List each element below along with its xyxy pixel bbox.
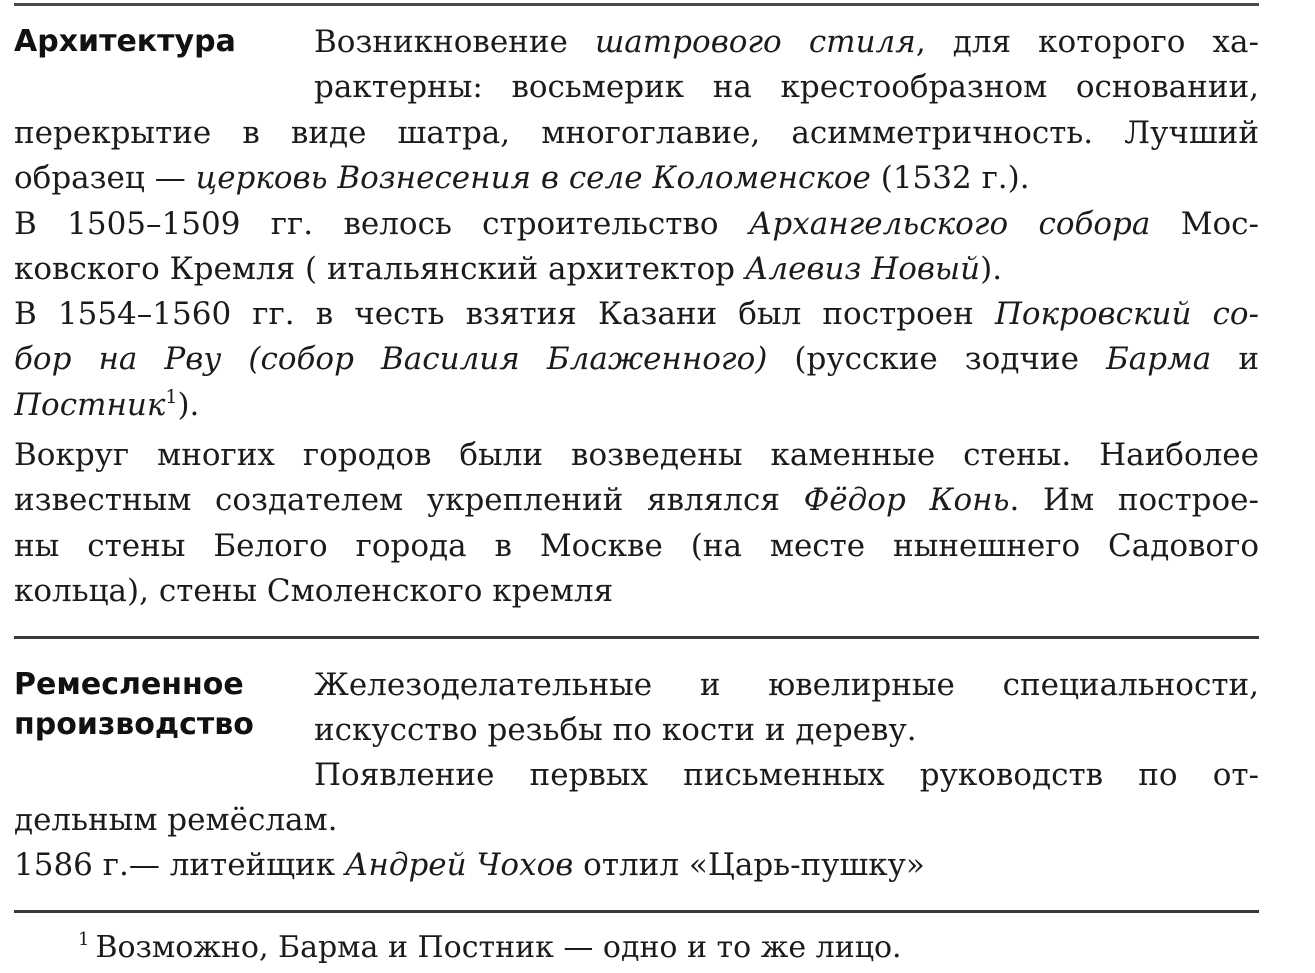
text-run: Возникновение [314, 24, 595, 60]
footnote-divider [14, 910, 1259, 913]
italic-term: Покровский со- [994, 296, 1259, 332]
text-run: (русские зодчие [767, 341, 1106, 377]
section-label-crafts-line1: Ремесленное [14, 667, 244, 702]
section-divider [14, 636, 1259, 639]
italic-term: шатрового стиля [594, 24, 916, 60]
italic-term: Алевиз Новый [744, 251, 981, 287]
text-line [14, 204, 1259, 244]
italic-term: бор на Рву (собор Василия Блаженного) [14, 341, 768, 377]
text-line [314, 755, 1259, 795]
section-label-architecture: Архитектура [14, 24, 236, 59]
text-line [314, 665, 1259, 705]
footnote-text: Возможно, Барма и Постник — одно и то же лицо. [95, 930, 902, 965]
top-rule [14, 3, 1259, 6]
text-line [14, 571, 1259, 611]
text-run: Появление первых письменных руководств по от- [314, 757, 1259, 793]
text-line [14, 113, 1259, 153]
text-run: дельным ремёслам. [14, 802, 338, 838]
text-line [314, 22, 1259, 62]
text-run: 1586 г.— литейщик [14, 847, 345, 883]
text-line [14, 435, 1259, 475]
text-run: рактерны: восьмерик на крестообразном основании, [314, 69, 1259, 105]
text-run: кольца), стены Смоленского кремля [14, 573, 614, 609]
text-line [14, 158, 1259, 198]
text-run: образец — [14, 160, 196, 196]
text-run: ковского Кремля ( итальянский архитектор [14, 251, 745, 287]
italic-term: Постник [14, 387, 166, 423]
section-label-crafts-line2: производство [14, 707, 254, 742]
text-run: Вокруг многих городов были возведены каменные стены. Наиболее [14, 437, 1259, 473]
italic-term: Фёдор Конь [803, 482, 1010, 518]
text-run: Мос- [1150, 206, 1259, 242]
text-line [14, 385, 1259, 425]
text-line [14, 249, 1259, 289]
textbook-page [14, 0, 1259, 973]
text-run: В 1554–1560 гг. в честь взятия Казани был построен [14, 296, 995, 332]
text-line [14, 480, 1259, 520]
text-run: перекрытие в виде шатра, многоглавие, асимметричность. Лучший [14, 115, 1259, 151]
text-run: Железоделательные и ювелирные специальности, [314, 667, 1259, 703]
italic-term: церковь Вознесения в селе Коломенское [195, 160, 871, 196]
italic-term: Архангельского собора [748, 206, 1151, 242]
text-run: искусство резьбы по кости и дереву. [314, 712, 917, 748]
footnote-mark: 1 [78, 929, 90, 950]
italic-term: Барма [1105, 341, 1212, 377]
text-run: отлил «Царь-пушку» [573, 847, 925, 883]
text-run: и [1211, 341, 1259, 377]
text-line [14, 526, 1259, 566]
text-line [14, 845, 1259, 885]
text-run: (1532 г.). [870, 160, 1030, 196]
text-line [314, 710, 1259, 750]
text-run: . Им построе- [1009, 482, 1259, 518]
text-run: ны стены Белого города в Москве (на месте нынешнего Садового [14, 528, 1259, 564]
text-line [14, 339, 1259, 379]
text-line [14, 800, 1259, 840]
text-run: В 1505–1509 гг. велось строительство [14, 206, 749, 242]
footnote-ref: 1 [165, 386, 178, 408]
text-line [314, 67, 1259, 107]
italic-term: Андрей Чохов [344, 847, 574, 883]
text-run: ). [980, 251, 1003, 287]
text-line [14, 294, 1259, 334]
text-run: ). [177, 387, 200, 423]
footnote [78, 928, 902, 968]
text-run: , для которого ха- [915, 24, 1259, 60]
text-run: известным создателем укреплений являлся [14, 482, 804, 518]
